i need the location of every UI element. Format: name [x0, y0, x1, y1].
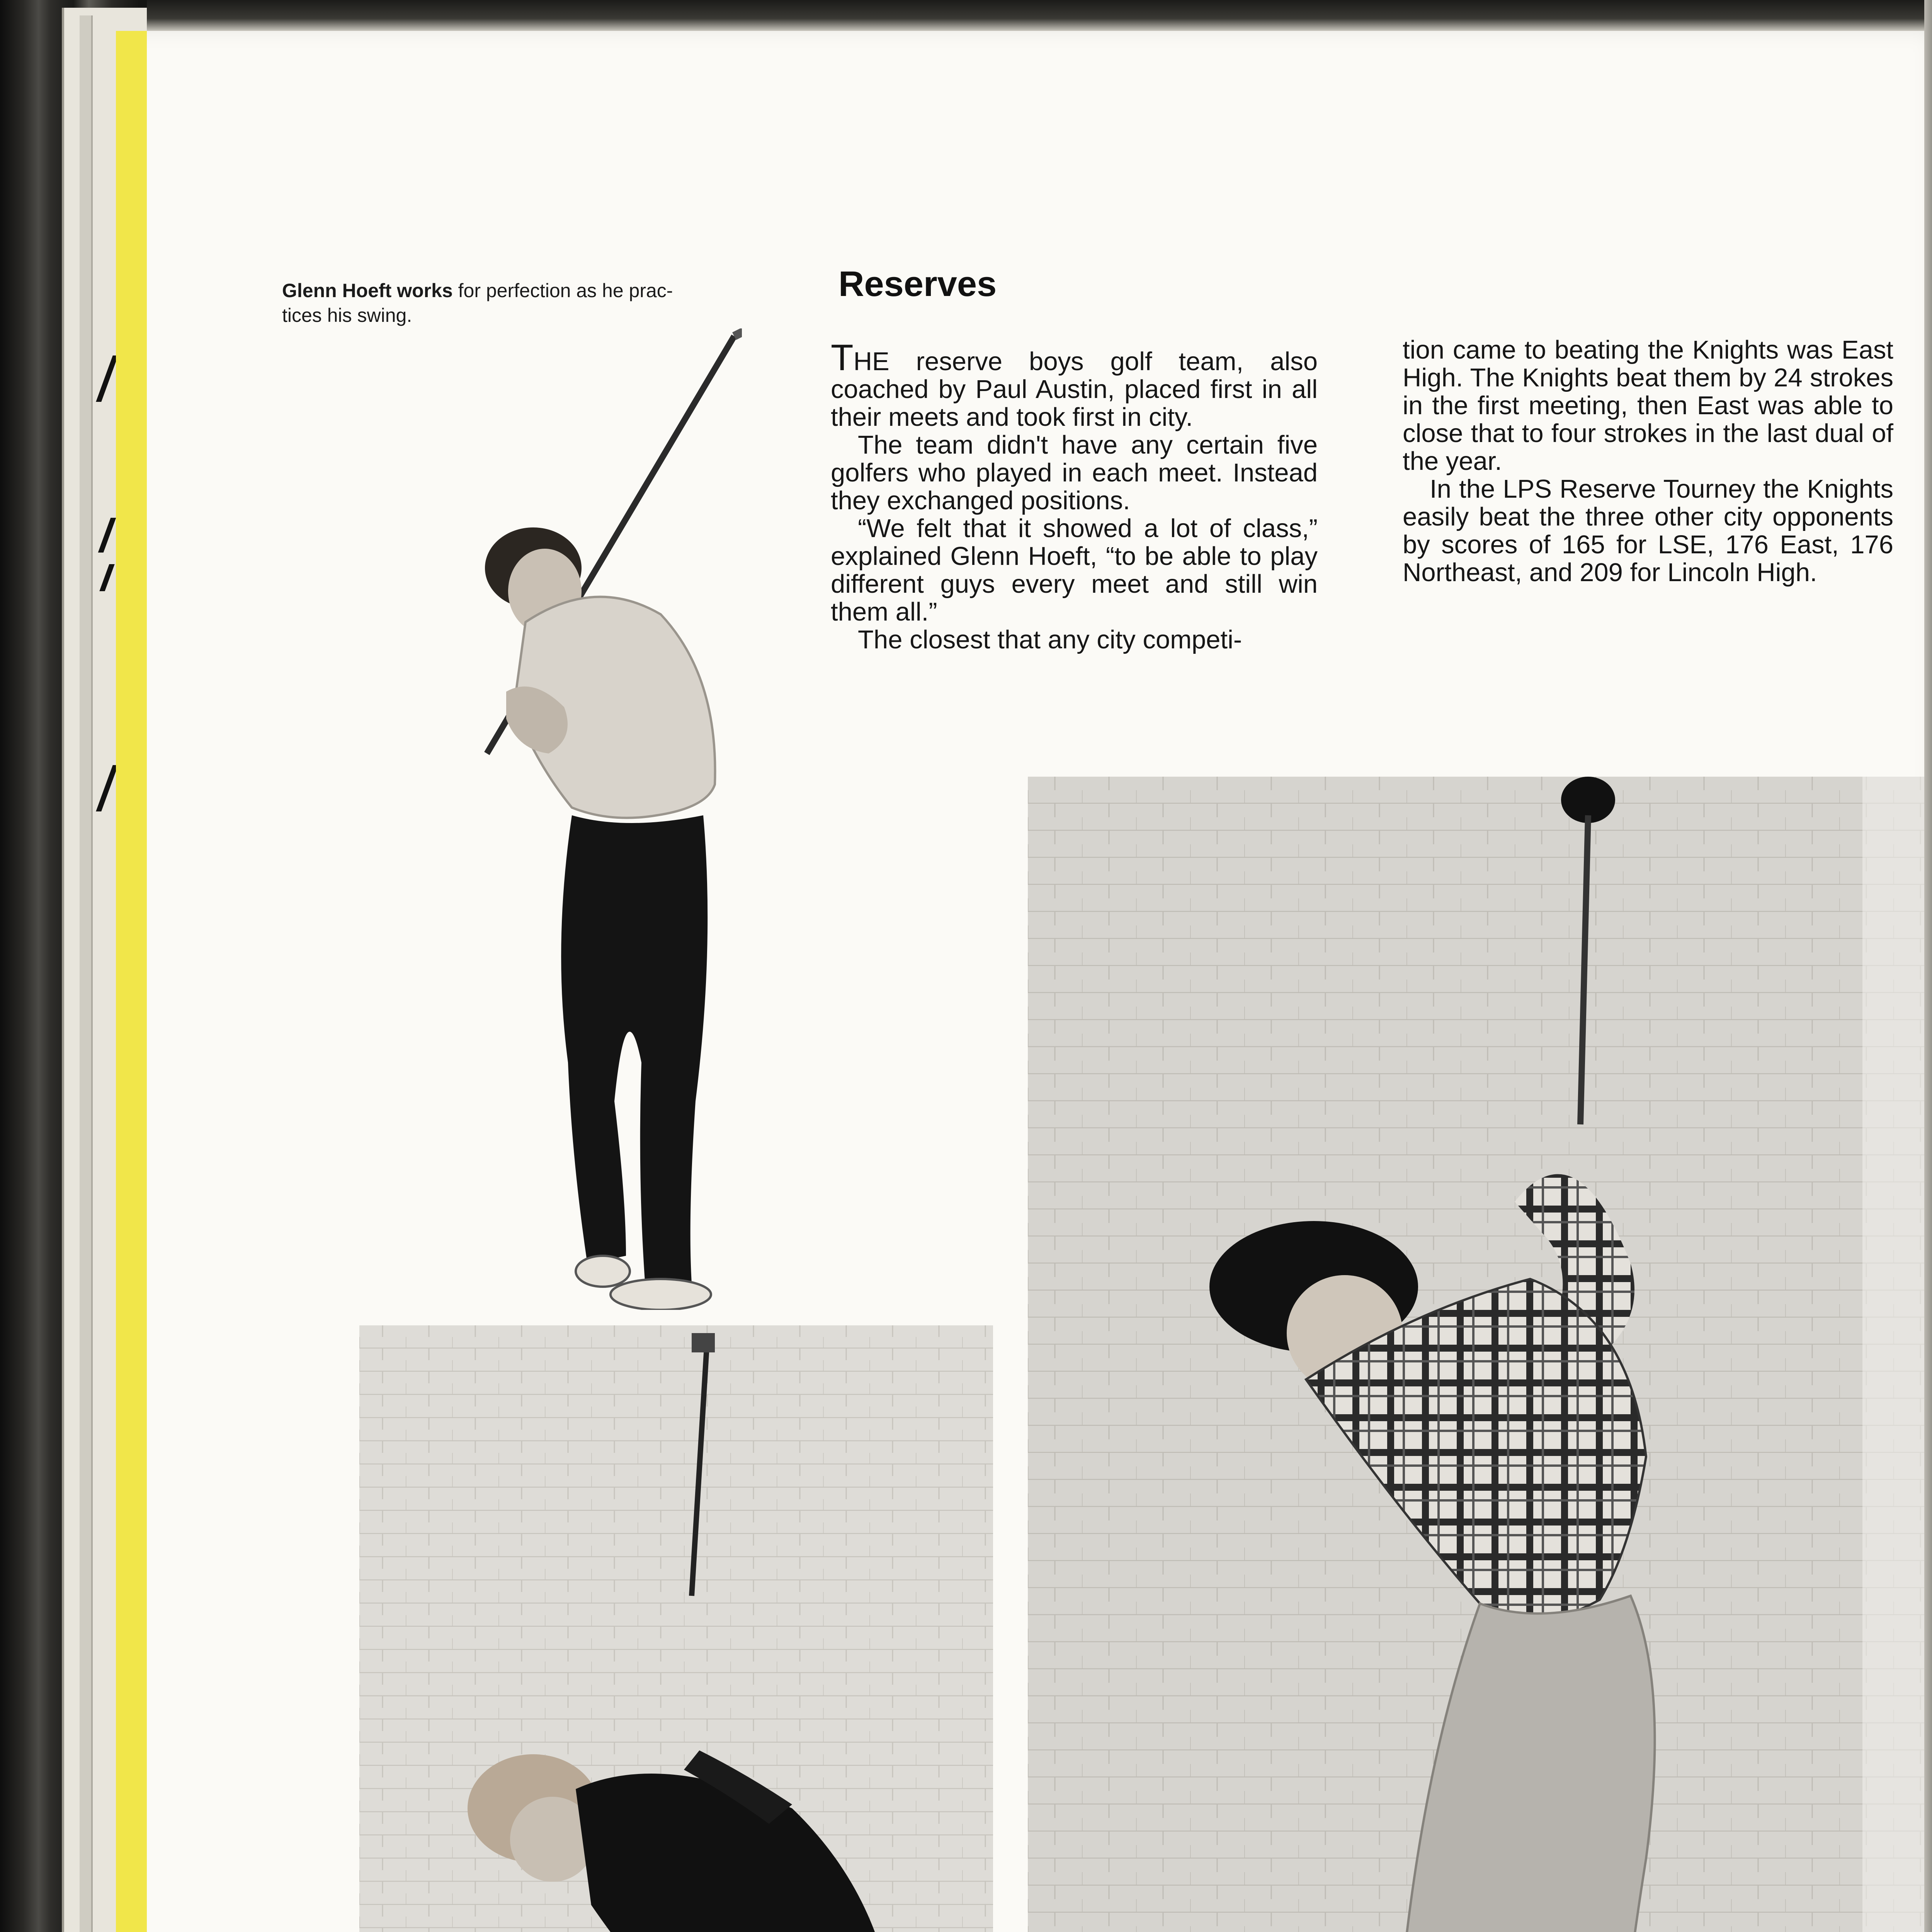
drop-cap: T	[831, 337, 854, 378]
photo-glenn-hoeft	[410, 328, 742, 1310]
golfer-scene-3	[1028, 777, 1924, 1932]
photo-jerry-george	[1028, 777, 1924, 1932]
right-page-shadow	[1924, 0, 1932, 1932]
article-heading: Reserves	[838, 264, 997, 304]
article-paragraph: The team didn't have any certain five golfers who played in each meet. Instead they exchanged positions.	[831, 430, 1318, 515]
yellow-page-edge	[116, 31, 147, 1932]
article-paragraph: The closest that any city competi-	[858, 625, 1242, 654]
article-column-1	[831, 337, 1318, 654]
hoeft-caption: Glenn Hoeft works for perfection as he prac- tices his swing.	[282, 280, 673, 326]
golfer-figure-1	[410, 328, 742, 1310]
article-paragraph: In the LPS Reserve Tourney the Knights easily beat the three other city opponents by scores of 165 for LSE, 176 East, 176 Northeast, and 209 for Lincoln High.	[1403, 474, 1893, 587]
golfer-scene-2	[359, 1325, 993, 1932]
article-column-2	[1403, 336, 1893, 587]
photo-brian-philips	[359, 1325, 993, 1932]
article-paragraph: THE reserve boys golf team, also coached by Paul Austin, placed first in all their meets and took first in city.	[831, 337, 1318, 432]
top-edge-shadow	[147, 0, 1932, 31]
article-paragraph: tion came to beating the Knights was East High. The Knights beat them by 24 strokes in the first meeting, then East was able to close that to four strokes in the last dual of the year.	[1403, 335, 1893, 476]
article-paragraph: “We felt that it showed a lot of class,” explained Glenn Hoeft, “to be able to play different guys every meet and still win them all.”	[831, 514, 1318, 626]
